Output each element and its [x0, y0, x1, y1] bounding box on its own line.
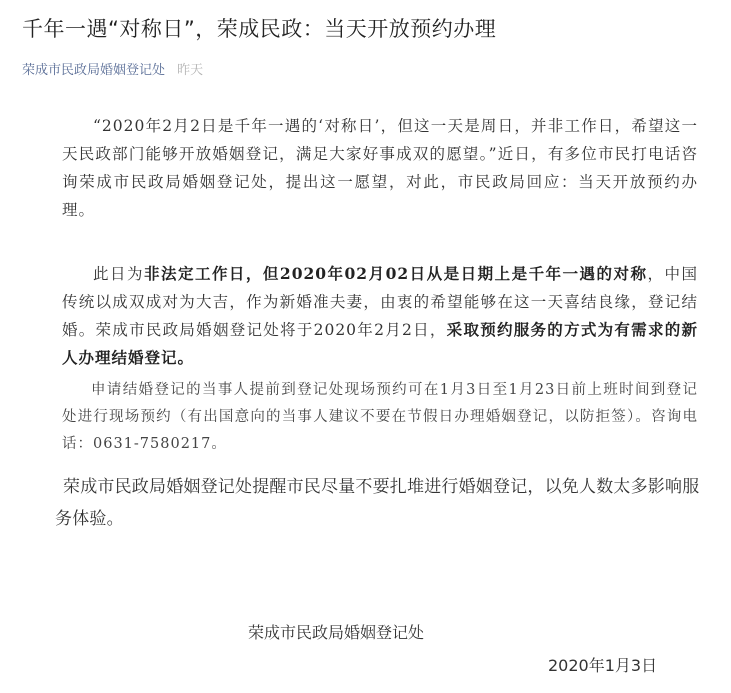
- paragraph-text: 此日为: [93, 265, 144, 283]
- signature-organization: 荣成市民政局婚姻登记处: [248, 623, 425, 642]
- article-title: 千年一遇“对称日”，荣成民政：当天开放预约办理: [22, 17, 497, 41]
- paragraph-booking-info: 申请结婚登记的当事人提前到登记处现场预约可在1月3日至1月23日前上班时间到登记处进行现场预约（有出国意向的当事人建议不要在节假日办理婚姻登记，以防拒签）。咨询电话：0631-7580217。: [62, 382, 698, 452]
- highlighted-text: 非法定工作日，但2020年02月02日从是日期上是千年一遇的对称: [143, 264, 648, 283]
- paragraph-text: ，中国传统以成双成对为大吉，作为新婚准夫妻，由衷的希望能够在这一天喜结良缘，登记结婚。荣成市民政局婚姻登记处将于2020年2月2日，: [62, 265, 698, 339]
- signature-date: 2020年1月3日: [548, 656, 658, 675]
- publish-time: 昨天: [177, 63, 204, 78]
- highlighted-text: 采取预约服务的方式为有需求的新人办理结婚登记。: [62, 320, 698, 367]
- account-name-link[interactable]: 荣成市民政局婚姻登记处: [22, 63, 166, 78]
- paragraph-reminder: 荣成市民政局婚姻登记处提醒市民尽量不要扎堆进行婚姻登记，以免人数太多影响服务体验。: [55, 477, 700, 529]
- paragraph-announcement: [62, 260, 698, 372]
- paragraph-intro: “2020年2月2日是千年一遇的‘对称日’，但这一天是周日，并非工作日，希望这一天民政部门能够开放婚姻登记，满足大家好事成双的愿望。”近日，有多位市民打电话咨询荣成市民政局婚姻登记处，提出这一愿望，对此，市民政局回应：当天开放预约办理。: [62, 117, 698, 219]
- article-meta: [22, 59, 203, 78]
